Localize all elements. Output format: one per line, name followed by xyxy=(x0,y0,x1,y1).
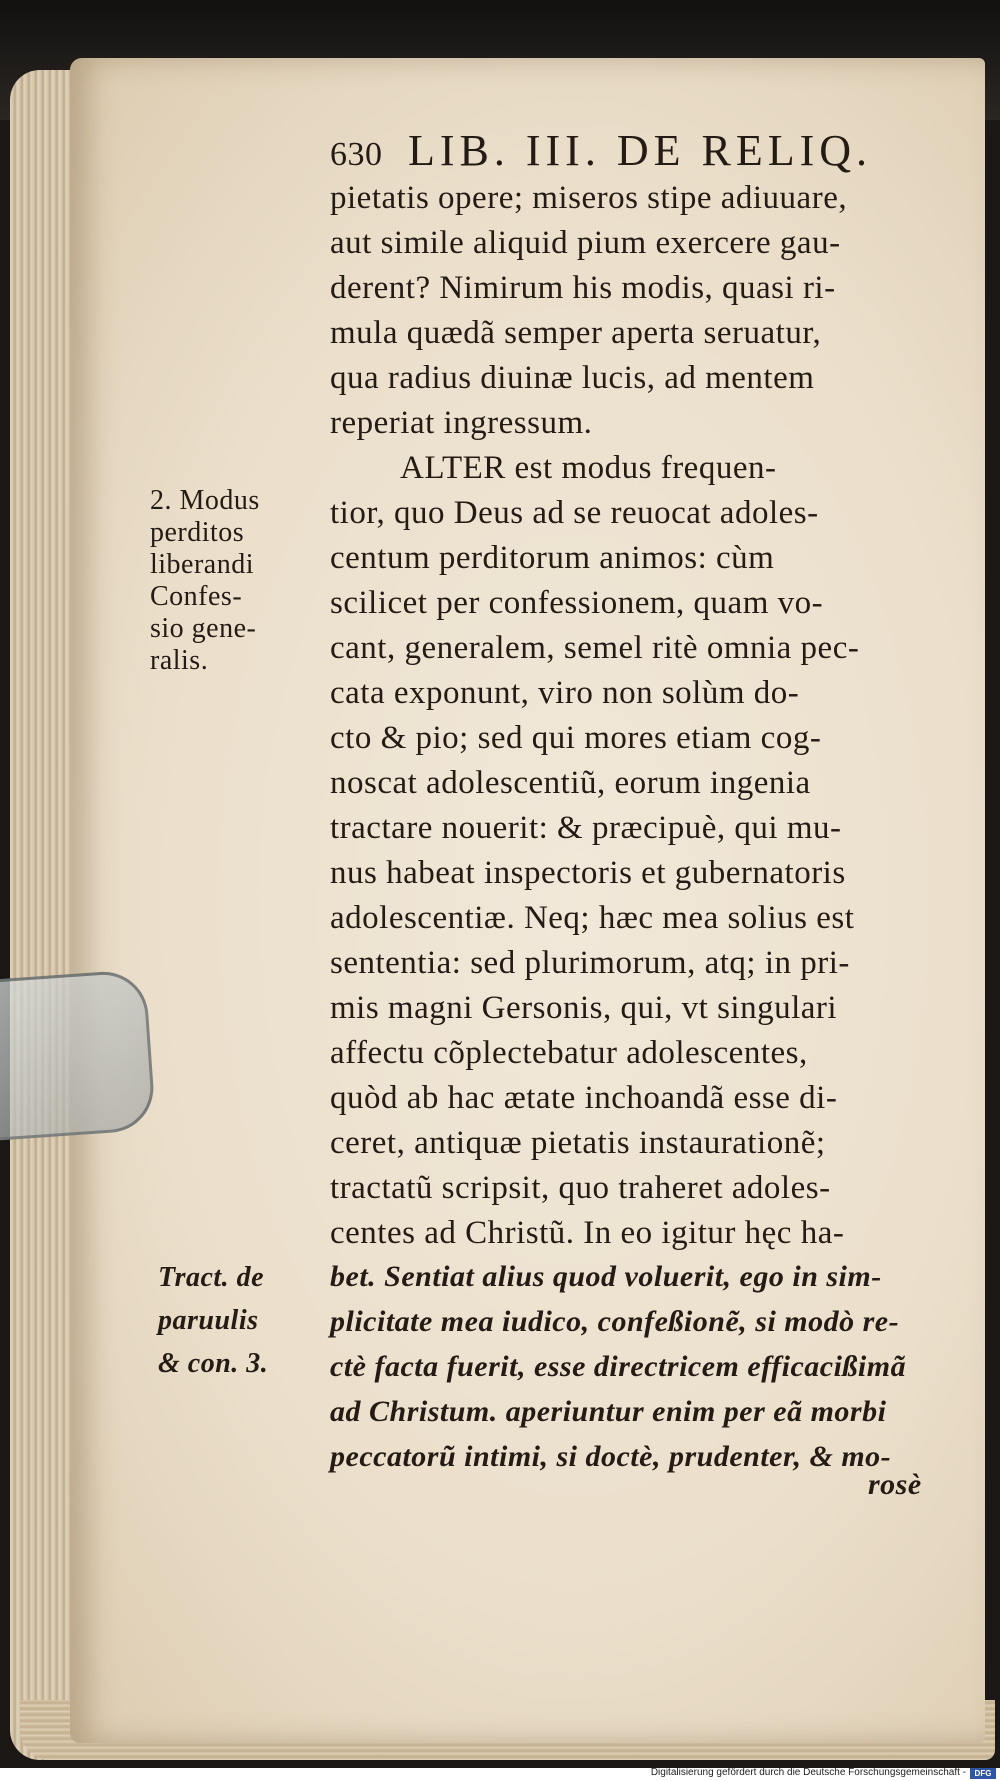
body-line: derent? Nimirum his modis, quasi ri- xyxy=(330,270,836,306)
body-line: aut simile aliquid pium exercere gau- xyxy=(330,225,841,261)
quote-line: bet. Sentiat alius quod voluerit, ego in sim- xyxy=(330,1260,882,1293)
margin-note-line: paruulis xyxy=(158,1305,259,1336)
body-line: adolescentiæ. Neq; hæc mea solius est xyxy=(330,900,855,936)
body-line: cata exponunt, viro non solùm do- xyxy=(330,675,800,711)
body-line: scilicet per confessionem, quam vo- xyxy=(330,585,824,621)
body-line: qua radius diuinæ lucis, ad mentem xyxy=(330,360,815,396)
body-line: noscat adolescentiũ, eorum ingenia xyxy=(330,765,811,801)
running-title: LIB. III. DE RELIQ. xyxy=(408,126,873,175)
margin-note-line: perditos xyxy=(150,517,245,548)
running-header xyxy=(330,125,872,176)
body-line: ALTER est modus frequen- xyxy=(400,450,777,486)
margin-note-line: Confes- xyxy=(150,581,243,612)
page-number: 630 xyxy=(330,136,383,173)
body-line: centum perditorum animos: cùm xyxy=(330,540,775,576)
body-line: tractare nouerit: & præcipuè, qui mu- xyxy=(330,810,842,846)
body-line: pietatis opere; miseros stipe adiuuare, xyxy=(330,180,848,216)
margin-note-line: sio gene- xyxy=(150,613,257,644)
body-line: mis magni Gersonis, qui, vt singulari xyxy=(330,990,838,1026)
body-line: reperiat ingressum. xyxy=(330,405,593,441)
body-line: cant, generalem, semel ritè omnia pec- xyxy=(330,630,860,666)
quote-line: peccatorũ intimi, si doctè, prudenter, & mo- xyxy=(330,1440,892,1473)
body-line: quòd ab hac ætate inchoandã esse di- xyxy=(330,1080,838,1116)
body-line: cto & pio; sed qui mores etiam cog- xyxy=(330,720,822,756)
quote-line: ctè facta fuerit, esse directricem efficacißimã xyxy=(330,1350,907,1383)
margin-note-line: ralis. xyxy=(150,645,209,676)
body-line: mula quædã semper aperta seruatur, xyxy=(330,315,822,351)
body-line: sententia: sed plurimorum, atq; in pri- xyxy=(330,945,850,981)
body-line: tior, quo Deus ad se reuocat adoles- xyxy=(330,495,819,531)
quote-line: plicitate mea iudico, confeßionẽ, si modò re- xyxy=(330,1305,900,1338)
dfg-logo: DFG xyxy=(970,1768,996,1779)
body-line: nus habeat inspectoris et gubernatoris xyxy=(330,855,846,891)
quote-line: ad Christum. aperiuntur enim per eã morbi xyxy=(330,1395,887,1428)
body-line: tractatũ scripsit, quo traheret adoles- xyxy=(330,1170,831,1206)
body-line: centes ad Christũ. In eo igitur hęc ha- xyxy=(330,1215,845,1251)
margin-note-line: 2. Modus xyxy=(150,485,260,516)
page-clip xyxy=(0,969,156,1142)
margin-note-line: & con. 3. xyxy=(158,1348,269,1379)
margin-note-line: liberandi xyxy=(150,549,255,580)
body-line: ceret, antiquæ pietatis instaurationẽ; xyxy=(330,1125,826,1161)
body-line: affectu cõplectebatur adolescentes, xyxy=(330,1035,808,1071)
footer-credit: Digitalisierung gefördert durch die Deutsche Forschungsgemeinschaft - xyxy=(650,1767,966,1778)
footer-bar xyxy=(0,1768,1000,1781)
catchword: rosè xyxy=(868,1468,922,1501)
margin-note-line: Tract. de xyxy=(158,1262,265,1293)
